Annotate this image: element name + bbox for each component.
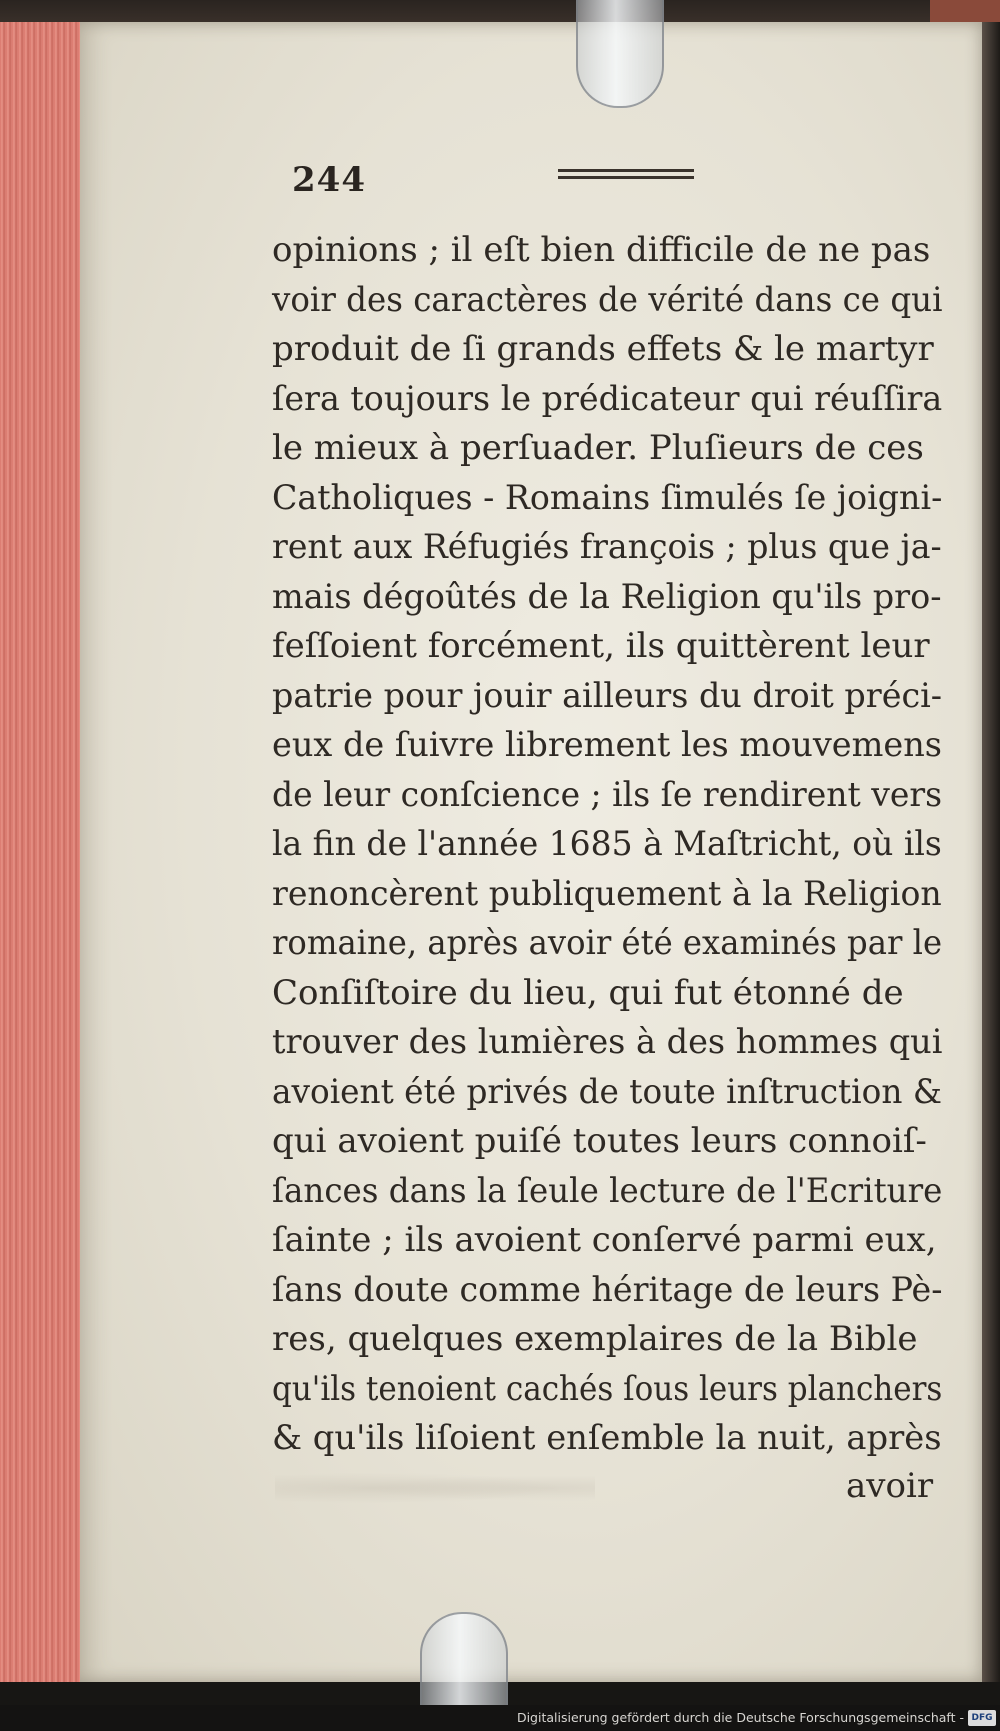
text-line: avoient été privés de toute inſtruction & <box>272 1071 942 1112</box>
text-line: renoncèrent publiquement à la Religion <box>272 873 942 914</box>
catchword: avoir <box>846 1466 934 1506</box>
text-line: rent aux Réfugiés françois ; plus que ja- <box>272 527 942 567</box>
text-line: ſances dans la ſeule lecture de l'Ecriture <box>272 1170 943 1211</box>
text-line: le mieux à perſuader. Pluſieurs de ces <box>272 428 924 468</box>
text-line: qu'ils tenoient cachés ſous leurs planchers <box>272 1368 943 1409</box>
text-line: ſans doute comme héritage de leurs Pè- <box>272 1269 943 1310</box>
header-rule <box>558 169 694 172</box>
footer-bar <box>0 1705 1000 1731</box>
ink-smudge <box>275 1470 595 1506</box>
text-line: eux de ſuivre librement les mouvemens <box>272 725 942 765</box>
text-line: opinions ; il eſt bien difficile de ne pas <box>272 230 931 270</box>
text-line: ſainte ; ils avoient conſervé parmi eux, <box>272 1220 937 1260</box>
text-line: trouver des lumières à des hommes qui <box>272 1022 943 1062</box>
text-line: de leur conſcience ; ils ſe rendirent vers <box>272 774 943 815</box>
text-line: mais dégoûtés de la Religion qu'ils pro- <box>272 576 942 617</box>
book-page-edges <box>0 22 82 1682</box>
dfg-logo-icon: DFG <box>968 1710 996 1726</box>
text-line: feſſoient forcément, ils quittèrent leur <box>272 626 930 666</box>
text-line: romaine, après avoir été examinés par le <box>272 923 943 963</box>
text-line: & qu'ils liſoient enſemble la nuit, après <box>272 1418 942 1458</box>
text-line: la fin de l'année 1685 à Maſtricht, où ils <box>272 824 942 864</box>
text-line: ſera toujours le prédicateur qui réuſſira <box>272 378 943 419</box>
header-rule <box>558 176 694 179</box>
page-text <box>272 226 942 1464</box>
text-line: produit de ſi grands effets & le martyr <box>272 329 934 369</box>
text-line: res, quelques exemplaires de la Bible <box>272 1319 918 1359</box>
page-number: 244 <box>292 160 366 200</box>
book-top-edge <box>0 0 1000 24</box>
text-line: Catholiques - Romains ſimulés ſe joigni- <box>272 477 943 518</box>
text-line: voir des caractères de vérité dans ce qui <box>272 279 943 320</box>
text-line: patrie pour jouir ailleurs du droit préci- <box>272 675 943 716</box>
funding-credit: Digitalisierung gefördert durch die Deutsche Forschungsgemeinschaft - <box>516 1710 964 1725</box>
page-clip-top <box>576 0 664 108</box>
text-line: qui avoient puiſé toutes leurs connoiſ- <box>272 1121 927 1161</box>
gutter-shadow <box>982 22 1000 1682</box>
text-line: Conſiſtoire du lieu, qui fut étonné de <box>272 972 904 1013</box>
page-clip-bottom <box>420 1612 508 1714</box>
